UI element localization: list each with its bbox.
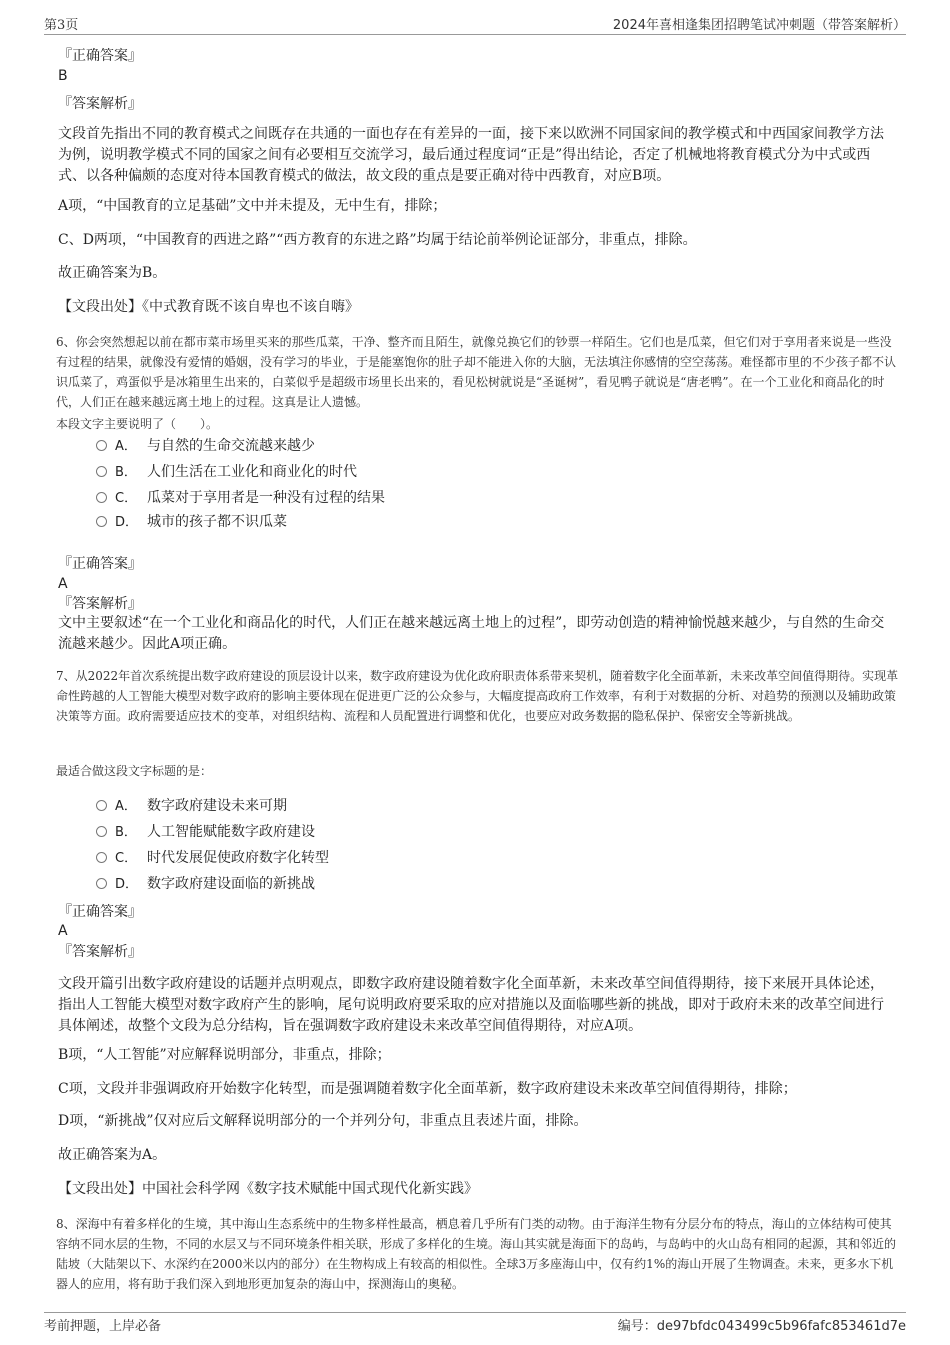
q5-answer: B — [58, 68, 68, 84]
q7-analysis-c: C项，文段并非强调政府开始数字化转型，而是强调随着数字化全面革新，数字政府建设未来改革空间值得期待，排除； — [58, 1081, 797, 1097]
q7-answer-label: 『正确答案』 — [58, 904, 142, 920]
option-text: 人工智能赋能数字政府建设 — [147, 824, 315, 840]
q7-stem: 7、从2022年首次系统提出数字政府建设的顶层设计以来，数字政府建设为优化政府职责体系带来契机，随着数字化全面革新，未来改革空间值得期待。实现革命性跨越的人工智能大模型对数字政府的影响主要体现在促进更广泛的公众参与，大幅度提高政府工作效率，有利于对数据的分析、对趋势的预测以及辅助政策决策等方面。政府需要适应技术的变革，对组织结构、流程和人员配置进行调整和优化，也要应对政务数据的隐私保护、保密安全等新挑战。 — [56, 669, 899, 723]
q7-option-a[interactable] — [96, 796, 287, 816]
q6-answer: A — [58, 576, 68, 592]
q6-question: 本段文字主要说明了（ ）。 — [56, 417, 219, 431]
code-value: de97bfdc043499c5b96fafc853461d7e — [656, 1319, 906, 1334]
option-letter: D． — [115, 877, 139, 892]
q5-answer-label: 『正确答案』 — [58, 48, 142, 64]
q6-option-b[interactable] — [96, 462, 357, 482]
q6-option-a[interactable] — [96, 436, 315, 456]
option-text: 与自然的生命交流越来越少 — [147, 438, 315, 454]
option-letter: B． — [115, 465, 137, 480]
option-text: 数字政府建设面临的新挑战 — [147, 876, 315, 892]
page-footer — [44, 1312, 906, 1333]
code-label: 编号： — [617, 1319, 657, 1334]
option-text: 瓜菜对于享用者是一种没有过程的结果 — [147, 490, 385, 506]
q7-option-c[interactable] — [96, 848, 329, 868]
option-text: 数字政府建设未来可期 — [147, 798, 287, 814]
q6-analysis: 文中主要叙述“在一个工业化和商品化的时代，人们正在越来越远离土地上的过程”，即劳动创造的精神愉悦越来越少，与自然的生命交流越来越少。因此A项正确。 — [58, 615, 885, 652]
option-letter: A． — [115, 799, 137, 814]
option-text: 城市的孩子都不识瓜菜 — [147, 514, 287, 530]
radio-icon[interactable] — [96, 826, 107, 837]
q7-question: 最适合做这段文字标题的是： — [56, 764, 213, 778]
q6-option-d[interactable] — [96, 512, 287, 532]
q5-analysis-cd: C、D两项，“中国教育的西进之路”“西方教育的东进之路”均属于结论前举例论证部分，非重点，排除。 — [58, 232, 697, 248]
q7-answer: A — [58, 923, 68, 939]
radio-icon[interactable] — [96, 466, 107, 477]
page-number: 第3页 — [44, 18, 79, 33]
radio-icon[interactable] — [96, 878, 107, 889]
q6-answer-label: 『正确答案』 — [58, 556, 142, 572]
radio-icon[interactable] — [96, 800, 107, 811]
option-text: 人们生活在工业化和商业化的时代 — [147, 464, 357, 480]
q7-analysis-b: B项，“人工智能”对应解释说明部分，非重点，排除； — [58, 1047, 391, 1063]
q7-option-b[interactable] — [96, 822, 315, 842]
option-letter: C． — [115, 491, 138, 506]
q6-stem: 6、你会突然想起以前在都市菜市场里买来的那些瓜菜，干净、整齐而且陌生，就像兑换它们的钞票一样陌生。它们也是瓜菜，但它们对于享用者来说是一些没有过程的结果，就像没有爱情的婚姻，没有学习的毕业，于是能塞饱你的肚子却不能进入你的大脑，无法填注你感情的空空荡荡。难怪都市里的不少孩子都不认识瓜菜了，鸡蛋似乎是冰箱里生出来的，白菜似乎是超级市场里长出来的，看见松树就说是“圣诞树”，看见鸭子就说是“唐老鸭”。在一个工业化和商品化的时代，人们正在越来越远离土地上的过程。这真是让人遗憾。 — [56, 335, 897, 409]
option-letter: A． — [115, 439, 137, 454]
radio-icon[interactable] — [96, 440, 107, 451]
q6-analysis-label: 『答案解析』 — [58, 596, 142, 612]
option-letter: D． — [115, 515, 139, 530]
document-title: 2024年喜相逢集团招聘笔试冲刺题（带答案解析） — [612, 18, 906, 33]
q7-source: 【文段出处】中国社会科学网《数字技术赋能中国式现代化新实践》 — [58, 1181, 478, 1197]
document-code — [618, 1315, 906, 1334]
q7-analysis-paragraph: 文段开篇引出数字政府建设的话题并点明观点，即数字政府建设随着数字化全面革新，未来改革空间值得期待，接下来展开具体论述，指出人工智能大模型对数字政府产生的影响，尾句说明政府要采取的应对措施以及面临哪些新的挑战，即对于政府未来的改革空间进行具体阐述，故整个文段为总分结构，旨在强调数字政府建设未来改革空间值得期待，对应A项。 — [58, 976, 884, 1034]
q5-analysis-label: 『答案解析』 — [58, 96, 142, 112]
radio-icon[interactable] — [96, 516, 107, 527]
q7-conclusion: 故正确答案为A。 — [58, 1147, 167, 1163]
q5-analysis-a: A项，“中国教育的立足基础”文中并未提及，无中生有，排除； — [58, 198, 447, 214]
q8-stem: 8、深海中有着多样化的生境，其中海山生态系统中的生物多样性最高，栖息着几乎所有门类的动物。由于海洋生物有分层分布的特点，海山的立体结构可使其容纳不同水层的生物，不同的水层又与不同环境条件相关联，形成了多样化的生境。海山其实就是海面下的岛屿，与岛屿中的火山岛有相同的起源，其和邻近的陆坡（大陆架以下、水深约在2000米以内的部分）在生物构成上有较高的相似性。全球3万多座海山中，仅有约1%的海山开展了生物调查。未来，更多水下机器人的应用，将有助于我们深入到地形更加复杂的海山中，探测海山的奥秘。 — [56, 1217, 897, 1291]
option-letter: B． — [115, 825, 137, 840]
q7-analysis-label: 『答案解析』 — [58, 944, 142, 960]
q7-option-d[interactable] — [96, 874, 315, 894]
q6-option-c[interactable] — [96, 488, 385, 508]
option-letter: C． — [115, 851, 138, 866]
q5-analysis-paragraph: 文段首先指出不同的教育模式之间既存在共通的一面也存在有差异的一面，接下来以欧洲不同国家间的教学模式和中西国家间教学方法为例，说明教学模式不同的国家之间有必要相互交流学习，最后通过程度词“正是”得出结论，否定了机械地将教育模式分为中式或西式、以各种偏颇的态度对待本国教育模式的做法，故文段的重点是要正确对待中西教育，对应B项。 — [58, 126, 884, 184]
option-text: 时代发展促使政府数字化转型 — [147, 850, 329, 866]
page-header — [44, 14, 906, 35]
q5-source: 【文段出处】《中式教育既不该自卑也不该自嗨》 — [58, 299, 359, 315]
q5-conclusion: 故正确答案为B。 — [58, 265, 167, 281]
radio-icon[interactable] — [96, 492, 107, 503]
footer-slogan: 考前押题，上岸必备 — [44, 1319, 162, 1334]
radio-icon[interactable] — [96, 852, 107, 863]
q7-analysis-d: D项，“新挑战”仅对应后文解释说明部分的一个并列分句，非重点且表述片面，排除。 — [58, 1113, 588, 1129]
